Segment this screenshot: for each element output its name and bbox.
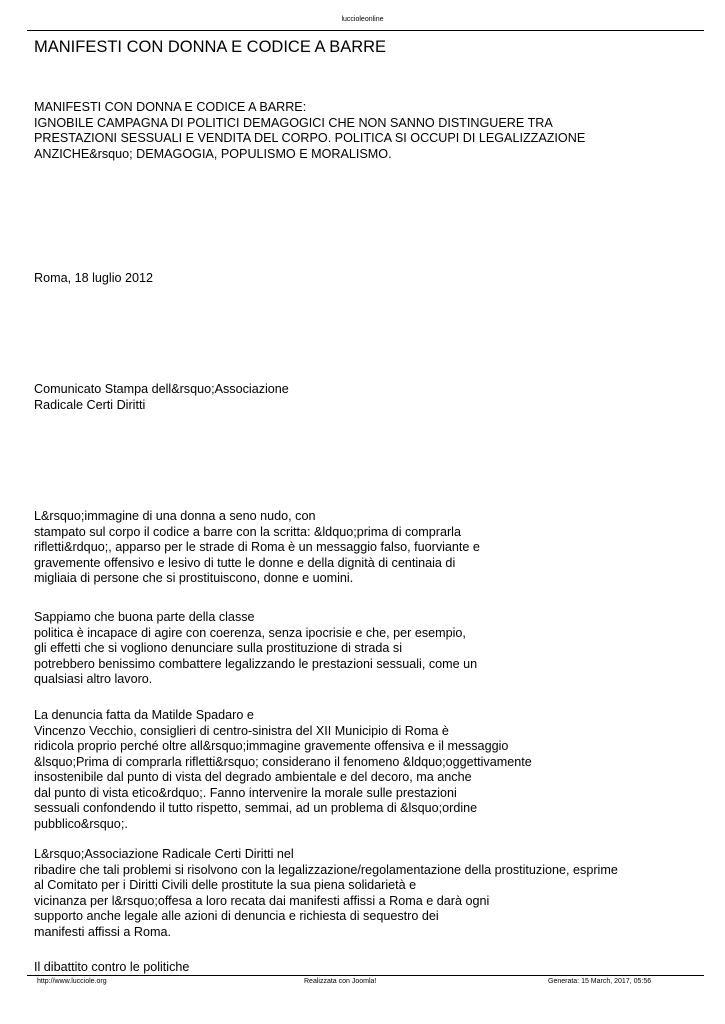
footer-generated: Generata: 15 March, 2017, 05:56 bbox=[548, 978, 652, 985]
press-release-label: Comunicato Stampa dell&rsquo;Associazione Radicale Certi Diritti bbox=[34, 382, 289, 412]
article-paragraph-1: L&rsquo;immagine di una donna a seno nudo, con stampato sul corpo il codice a barre con la scritta: &ldquo;prima di comprarla rifletti&rdquo;, apparso per le strade di Roma è un messaggio falso, fuorviante e gravemente offensivo e lesivo di tutte le donne e della dignità di centinaia di migliaia di persone che si prostituiscono, donne e uomini. bbox=[34, 509, 480, 585]
article-intro: MANIFESTI CON DONNA E CODICE A BARRE: IGNOBILE CAMPAGNA DI POLITICI DEMAGOGICI CHE NON SANNO DISTINGUERE TRA PRESTAZIONI SESSUALI E VENDITA DEL CORPO. POLITICA SI OCCUPI DI LEGALIZZAZIONE ANZICHE&rsquo; DEMAGOGIA, POPULISMO E MORALISMO. bbox=[34, 100, 586, 161]
footer-divider bbox=[27, 975, 704, 976]
header-divider bbox=[27, 30, 704, 31]
article-paragraph-2: Sappiamo che buona parte della classe politica è incapace di agire con coerenza, senza ipocrisie e che, per esempio, gli effetti che si vogliono denunciare sulla prostituzione di strada si potrebbero benissimo combattere legalizzando le prestazioni sessuali, come un qualsiasi altro lavoro. bbox=[34, 610, 478, 686]
page-title: MANIFESTI CON DONNA E CODICE A BARRE bbox=[34, 38, 387, 56]
footer-url-link[interactable]: http://www.lucciole.org bbox=[37, 978, 107, 985]
article-paragraph-5: Il dibattito contro le politiche bbox=[34, 960, 190, 974]
article-date: Roma, 18 luglio 2012 bbox=[34, 271, 154, 285]
article-paragraph-3: La denuncia fatta da Matilde Spadaro e Vincenzo Vecchio, consiglieri di centro-sinistra del XII Municipio di Roma è ridicola proprio perché oltre all&rsquo;immagine gravemente offensiva e il messaggio &lsquo;Prima di comprarla rifletti&rsquo; considerano il fenomeno &ldquo;oggettivamente insostenibile dal punto di vista del degrado ambientale e del decoro, ma anche dal punto di vista etico&rdquo;. Fanno intervenire la morale sulle prestazioni sessuali confondendo il tutto rispetto, semmai, ad un problema di &lsquo;ordine pubblico&rsquo;. bbox=[34, 708, 532, 831]
site-name: luccioleonline bbox=[341, 16, 384, 23]
footer-made-with: Realizzata con Joomla! bbox=[304, 978, 377, 985]
article-paragraph-4: L&rsquo;Associazione Radicale Certi Diritti nel ribadire che tali problemi si risolvono con la legalizzazione/regolamentazione della prostituzione, esprime al Comitato per i Diritti Civili delle prostitute la sua piena solidarietà e vicinanza per l&rsquo;offesa a loro recata dai manifesti affissi a Roma e darà ogni supporto anche legale alle azioni di denuncia e richiesta di sequestro dei manifesti affissi a Roma. bbox=[34, 847, 618, 939]
